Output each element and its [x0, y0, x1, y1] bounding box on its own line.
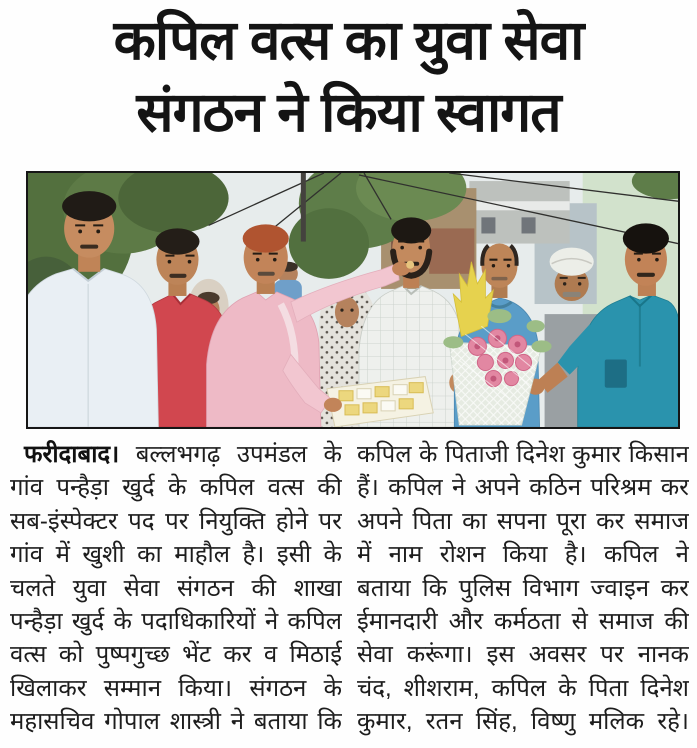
news-photo — [26, 171, 680, 429]
utility-pole — [301, 173, 306, 242]
body-line: में नाम रोशन किया है। कपिल ने — [357, 541, 689, 569]
body-line: चंद, शीशराम, कपिल के पिता दिनेश — [357, 674, 689, 702]
headline-line2: संगठन ने किया स्वागत — [136, 81, 561, 143]
body-line: महासचिव गोपाल शास्त्री ने बताया कि — [10, 708, 342, 736]
body-line: सब-इंस्पेक्टर पद पर नियुक्ति होने पर — [10, 507, 342, 535]
body-line: ईमानदारी और कर्मठता से समाज की — [357, 608, 689, 636]
body-line: कुमार, रतन सिंह, विष्णु मलिक रहे। — [357, 708, 689, 736]
headline — [0, 4, 697, 148]
article-column-right — [357, 438, 689, 739]
body-line: सेवा करूंगा। इस अवसर पर नानक — [357, 641, 689, 669]
body-line: गांव में खुशी का माहौल है। इसी के — [10, 541, 342, 569]
sweet — [406, 261, 414, 269]
body-line: बताया कि पुलिस विभाग ज्वाइन कर — [357, 574, 689, 602]
article-body — [10, 438, 689, 739]
body-line: हैं। कपिल ने अपने कठिन परिश्रम कर — [357, 474, 689, 502]
body-line: चलते युवा सेवा संगठन की शाखा — [10, 574, 342, 602]
body-line: कपिल के पिताजी दिनेश कुमार किसान — [357, 441, 689, 468]
photo-scene — [28, 173, 678, 427]
lead-text: बल्लभगढ़ उपमंडल के — [135, 441, 342, 468]
article-column-left — [10, 438, 342, 739]
body-line: अपने पिता का सपना पूरा कर समाज — [357, 507, 689, 535]
dateline: फरीदाबाद। — [24, 441, 120, 468]
headline-line1: कपिल वत्स का युवा सेवा — [113, 9, 584, 71]
shirt-pocket — [605, 359, 627, 387]
body-line: गांव पन्हैड़ा खुर्द के कपिल वत्स की — [10, 474, 342, 502]
body-line: वत्स को पुष्पगुच्छ भेंट कर व मिठाई — [10, 641, 342, 669]
body-line: खिलाकर सम्मान किया। संगठन के — [10, 674, 342, 702]
body-line — [10, 438, 342, 471]
body-line: पन्हैड़ा खुर्द के पदाधिकारियों ने कपिल — [10, 608, 342, 636]
building-gray — [469, 181, 569, 243]
